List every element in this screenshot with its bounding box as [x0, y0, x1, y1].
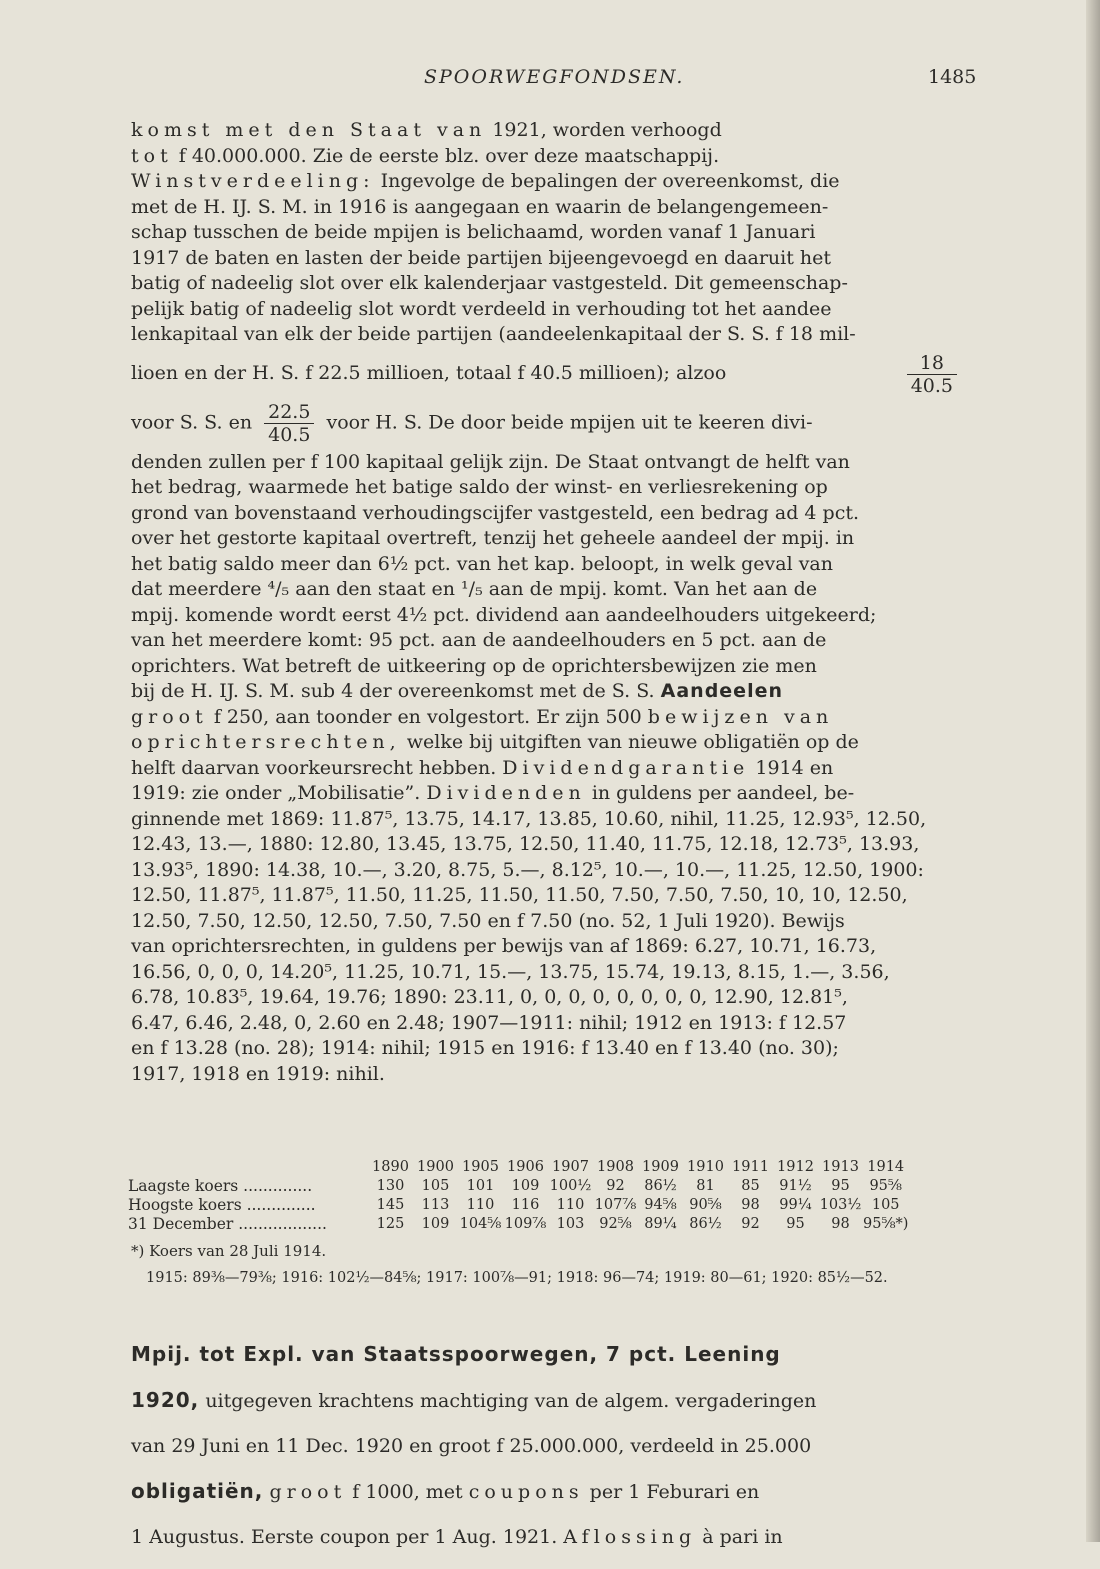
text-line: [131, 756, 963, 782]
fraction-numerator: 22.5: [264, 401, 314, 424]
table-cell: 103½: [819, 1197, 862, 1213]
year-header: 1914: [867, 1159, 905, 1175]
year-header: 1890: [372, 1159, 409, 1175]
text-line: 12.50, 11.87⁵, 11.87⁵, 11.50, 11.25, 11.50, 11.50, 7.50, 7.50, 7.50, 10, 10, 12.50,: [131, 884, 908, 906]
text-line: 1917, 1918 en 1919: nihil.: [131, 1062, 385, 1085]
text-line: [131, 730, 963, 756]
text-line: 6.47, 6.46, 2.48, 0, 2.60 en 2.48; 1907—1911: nihil; 1912 en 1913: f 12.57: [131, 1011, 847, 1034]
year-header: 1912: [777, 1159, 814, 1175]
year-header: 1900: [417, 1159, 454, 1175]
section-heading: 1920,: [131, 1388, 200, 1412]
table-cell: 105: [871, 1197, 900, 1213]
text-span: Dividenden: [426, 782, 586, 804]
table-cell: 95⅝: [869, 1178, 902, 1194]
fraction: [907, 352, 957, 397]
text-span: 1914 en: [755, 756, 834, 779]
table-cell: 81: [696, 1178, 715, 1194]
text-line: mpij. komende wordt eerst 4½ pct. dividend aan aandeelhouders uitgekeerd;: [131, 603, 877, 626]
text-span: coupons: [468, 1481, 584, 1503]
text-span: tot: [131, 144, 173, 167]
text-line: en f 13.28 (no. 28); 1914: nihil; 1915 en 1916: f 13.40 en f 13.40 (no. 30);: [131, 1037, 839, 1059]
text-line: 6.78, 10.83⁵, 19.64, 19.76; 1890: 23.11, 0, 0, 0, 0, 0, 0, 0, 0, 12.90, 12.81⁵,: [131, 986, 848, 1008]
text-line: het batig saldo meer dan 6½ pct. van het kap. beloopt, in welk geval van: [131, 552, 833, 575]
text-span: Aandeelen: [660, 680, 783, 702]
text-line: van het meerdere komt: 95 pct. aan de aandeelhouders en 5 pct. aan de: [131, 629, 827, 651]
text-line: pelijk batig of nadeelig slot wordt verdeeld in verhouding tot het aandee: [131, 297, 832, 320]
text-span: per 1 Feburari en: [589, 1481, 760, 1503]
table-cell: 116: [511, 1197, 540, 1213]
text-span: [131, 401, 813, 446]
text-line: [131, 1524, 963, 1550]
year-header: 1911: [732, 1159, 769, 1175]
text-span: in guldens per aandeel, be-: [591, 782, 855, 804]
table-cell: 110: [556, 1197, 585, 1213]
text-line: [131, 169, 963, 195]
text-span: Dividendgarantie: [502, 756, 750, 779]
text-span: Ingevolge de bepalingen der overeenkomst, die: [380, 170, 840, 192]
table-cell: 92⅝: [599, 1216, 632, 1232]
text-span: lioen en der H. S. f 22.5 millioen, totaal f 40.5 millioen); alzoo: [131, 362, 727, 385]
table-row: [128, 1215, 908, 1234]
table-row: [128, 1196, 908, 1215]
table-cell: 107⅞: [594, 1197, 637, 1213]
text-line: met de H. IJ. S. M. in 1916 is aangegaan en waarin de belangengemeen-: [131, 195, 829, 218]
page-edge-shadow: [1086, 0, 1100, 1542]
text-span: bij de H. IJ. S. M. sub 4 der overeenkomst met de S. S.: [131, 680, 655, 702]
table-header-spacer: [128, 1158, 368, 1177]
fraction-line: [131, 401, 963, 446]
text-span: f 40.000.000. Zie de eerste blz. over deze maatschappij.: [178, 144, 720, 167]
text-span: 1919: zie onder „Mobilisatie”.: [131, 782, 421, 804]
text-line: het bedrag, waarmede het batige saldo der winst- en verliesrekening op: [131, 476, 828, 498]
table-cell: 95: [831, 1178, 850, 1194]
table-cell: 86½: [689, 1216, 722, 1232]
text-span: voor H. S. De door beide mpijen uit te keeren divi-: [326, 411, 813, 433]
row-label: Hoogste koers ..............: [128, 1196, 316, 1214]
table-cell: 113: [421, 1197, 450, 1213]
text-line: 12.43, 13.—, 1880: 12.80, 13.45, 13.75, 12.50, 11.40, 11.75, 12.18, 12.73⁵, 13.93,: [131, 833, 920, 855]
table-cell: 125: [376, 1216, 405, 1232]
text-span: Winstverdeeling:: [131, 170, 375, 192]
fraction-denominator: 40.5: [268, 423, 311, 446]
later-years-range: 1915: 89⅜—79⅜; 1916: 102½—84⅝; 1917: 100⅞—91; 1918: 96—74; 1919: 80—61; 1920: 85½—52.: [146, 1270, 888, 1286]
year-header: 1910: [687, 1159, 724, 1175]
text-line: 1917 de baten en lasten der beide partijen bijeengevoegd en daaruit het: [131, 246, 832, 269]
text-line: 16.56, 0, 0, 0, 14.20⁵, 11.25, 10.71, 15.—, 13.75, 15.74, 19.13, 8.15, 1.—, 3.56,: [131, 960, 890, 983]
text-line: [131, 679, 963, 705]
text-span: welke bij uitgiften van nieuwe obligatiën op de: [406, 731, 859, 753]
text-span: uitgegeven krachtens machtiging van de algem. vergaderingen: [205, 1390, 817, 1412]
table-cell: 95⅝*): [863, 1216, 909, 1232]
table-cell: 89¼: [644, 1216, 677, 1232]
table-cell: 85: [741, 1178, 760, 1194]
table-header-row: [128, 1158, 908, 1177]
text-line: oprichters. Wat betreft de uitkeering op de oprichtersbewijzen zie men: [131, 654, 817, 677]
page-header: [0, 66, 1100, 96]
table-cell: 92: [741, 1216, 760, 1232]
year-header: 1905: [462, 1159, 499, 1175]
text-line: ginnende met 1869: 11.87⁵, 13.75, 14.17, 13.85, 10.60, nihil, 11.25, 12.93⁵, 12.50,: [131, 807, 927, 830]
text-line: dat meerdere ⁴/₅ aan den staat en ¹/₅ aan de mpij. komt. Van het aan de: [131, 578, 818, 600]
year-header: 1913: [822, 1159, 859, 1175]
text-line: grond van bovenstaand verhoudingscijfer vastgesteld, een bedrag ad 4 pct.: [131, 501, 860, 524]
fraction: [264, 401, 314, 446]
running-title: SPOORWEGFONDSEN.: [424, 66, 685, 88]
year-header: 1909: [642, 1159, 679, 1175]
text-span: komst met den Staat van: [131, 119, 487, 141]
table-cell: 104⅝: [459, 1216, 502, 1232]
section-heading: Mpij. tot Expl. van Staatsspoorwegen, 7 pct. Leening: [131, 1342, 781, 1366]
body-text: [131, 118, 963, 1087]
table-cell: 98: [831, 1216, 850, 1232]
table-cell: 94⅝: [644, 1197, 677, 1213]
fraction-numerator: 18: [907, 352, 957, 375]
year-header: 1908: [597, 1159, 634, 1175]
text-span: voor S. S. en: [131, 411, 253, 433]
fraction-denominator: 40.5: [910, 374, 953, 397]
text-line: schap tusschen de beide mpijen is belichaamd, worden vanaf 1 Januari: [131, 221, 816, 243]
text-span: Aflossing: [563, 1526, 697, 1548]
table-cell: 109: [421, 1216, 450, 1232]
text-line: lenkapitaal van elk der beide partijen (aandeelenkapitaal der S. S. f 18 mil-: [131, 323, 856, 345]
text-line: van 29 Juni en 11 Dec. 1920 en groot f 25.000.000, verdeeld in 25.000: [131, 1435, 812, 1457]
text-line: [131, 1387, 963, 1414]
table-cell: 145: [376, 1197, 405, 1213]
table-cell: 86½: [644, 1178, 677, 1194]
text-line: van oprichtersrechten, in guldens per bewijs van af 1869: 6.27, 10.71, 16.73,: [131, 935, 877, 957]
table-cell: 92: [606, 1178, 625, 1194]
koers-table: [128, 1158, 908, 1234]
year-header: 1906: [507, 1159, 544, 1175]
text-line: [131, 781, 963, 807]
text-line: [131, 144, 963, 170]
text-line: [131, 118, 963, 144]
text-line: [131, 1478, 963, 1505]
table-row: [128, 1177, 908, 1196]
fraction-line: [131, 352, 963, 397]
table-cell: 130: [376, 1178, 405, 1194]
text-line: 13.93⁵, 1890: 14.38, 10.—, 3.20, 8.75, 5.—, 8.12⁵, 10.—, 10.—, 11.25, 12.50, 1900:: [131, 858, 924, 881]
row-label: 31 December ..................: [128, 1215, 327, 1233]
table-cell: 109: [511, 1178, 540, 1194]
table-cell: 100½: [549, 1178, 592, 1194]
text-span: 1921, worden verhoogd: [492, 119, 722, 141]
text-line: [131, 1341, 963, 1368]
text-line: over het gestorte kapitaal overtreft, tenzij het geheele aandeel der mpij. in: [131, 527, 855, 549]
text-span: à pari in: [702, 1526, 783, 1548]
text-span: f 1000, met: [352, 1481, 463, 1503]
table-footnote: *) Koers van 28 Juli 1914.: [131, 1242, 327, 1260]
text-line: batig of nadeelig slot over elk kalenderjaar vastgesteld. Dit gemeenschap-: [131, 272, 848, 294]
text-line: denden zullen per f 100 kapitaal gelijk zijn. De Staat ontvangt de helft van: [131, 450, 850, 473]
table-cell: 103: [556, 1216, 585, 1232]
text-line: 12.50, 7.50, 12.50, 12.50, 7.50, 7.50 en f 7.50 (no. 52, 1 Juli 1920). Bewijs: [131, 909, 845, 932]
row-label: Laagste koers ..............: [128, 1177, 313, 1195]
text-span: oprichtersrechten,: [131, 731, 401, 753]
text-span: bewijzen van: [647, 705, 834, 728]
year-header: 1907: [552, 1159, 589, 1175]
text-span: 1 Augustus. Eerste coupon per 1 Aug. 1921.: [131, 1526, 558, 1548]
table-cell: 105: [421, 1178, 450, 1194]
table-cell: 99¼: [779, 1197, 812, 1213]
page-number: 1485: [928, 66, 977, 88]
table-cell: 109⅞: [504, 1216, 547, 1232]
text-span: helft daarvan voorkeursrecht hebben.: [131, 756, 497, 779]
table-cell: 98: [741, 1197, 760, 1213]
loan-section: [131, 1322, 963, 1569]
table-cell: 110: [466, 1197, 495, 1213]
table-cell: 90⅝: [689, 1197, 722, 1213]
text-span: f 250, aan toonder en volgestort. Er zijn 500: [213, 705, 642, 728]
table-cell: 95: [786, 1216, 805, 1232]
table-cell: 101: [466, 1178, 495, 1194]
text-span: groot: [269, 1481, 347, 1503]
text-line: [131, 705, 963, 731]
table-cell: 91½: [779, 1178, 812, 1194]
section-heading: obligatiën,: [131, 1479, 264, 1503]
text-span: groot: [131, 705, 208, 728]
